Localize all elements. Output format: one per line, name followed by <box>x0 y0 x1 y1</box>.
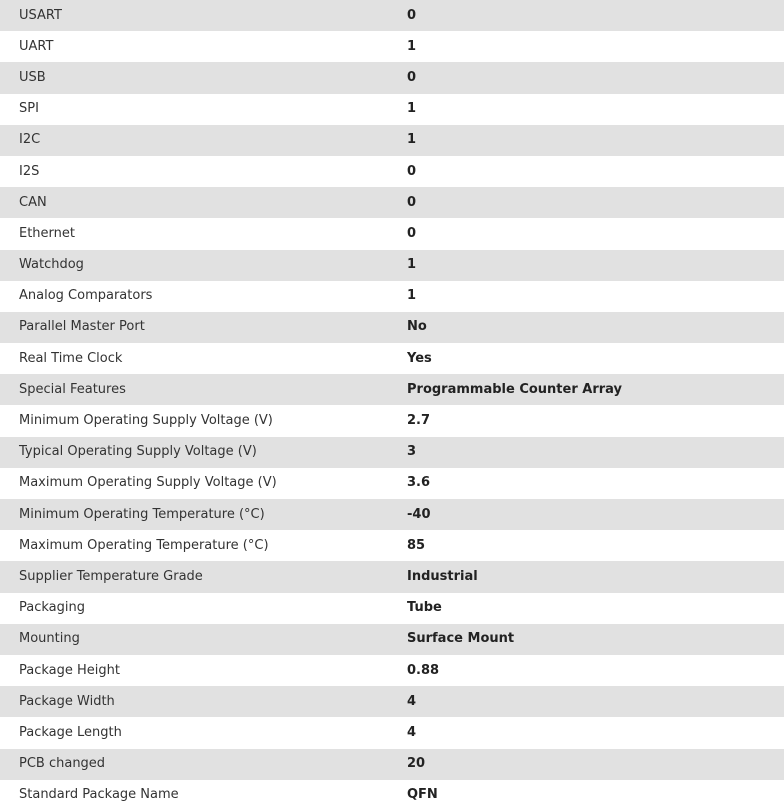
spec-label: Mounting <box>19 631 80 647</box>
spec-label: I2C <box>19 132 41 148</box>
spec-value: Yes <box>407 350 432 366</box>
spec-value: 0 <box>407 225 417 241</box>
spec-value: 1 <box>407 101 417 117</box>
spec-label: Standard Package Name <box>19 787 179 803</box>
spec-value: 0 <box>407 69 417 85</box>
spec-value: 3 <box>407 444 417 460</box>
spec-label: PCB changed <box>19 756 106 772</box>
spec-row <box>0 593 784 624</box>
spec-value: 20 <box>407 756 426 772</box>
spec-value: Tube <box>407 600 442 616</box>
spec-label: Real Time Clock <box>19 350 123 366</box>
spec-label: Supplier Temperature Grade <box>19 568 203 584</box>
spec-value: 0 <box>407 7 417 23</box>
spec-value: 0 <box>407 163 417 179</box>
spec-row <box>0 125 784 156</box>
spec-label: Maximum Operating Temperature (°C) <box>19 537 269 553</box>
spec-label: Special Features <box>19 381 126 397</box>
spec-row <box>0 187 784 218</box>
spec-label: Maximum Operating Supply Voltage (V) <box>19 475 277 491</box>
spec-value: QFN <box>407 787 438 803</box>
spec-row <box>0 31 784 62</box>
spec-value: Surface Mount <box>407 631 515 647</box>
spec-row <box>0 437 784 468</box>
spec-value: 4 <box>407 693 417 709</box>
spec-label: Parallel Master Port <box>19 319 145 335</box>
spec-value: 1 <box>407 288 417 304</box>
spec-row <box>0 405 784 436</box>
spec-value: No <box>407 319 427 335</box>
spec-label: I2S <box>19 163 40 179</box>
spec-label: Watchdog <box>19 257 84 273</box>
spec-label: Package Length <box>19 724 122 740</box>
spec-row <box>0 655 784 686</box>
spec-value: 4 <box>407 724 417 740</box>
spec-value: 85 <box>407 537 426 553</box>
spec-row <box>0 780 784 811</box>
spec-label: Package Width <box>19 693 115 709</box>
spec-value: Programmable Counter Array <box>407 381 623 397</box>
spec-label: UART <box>19 38 54 54</box>
spec-row <box>0 749 784 780</box>
spec-row <box>0 218 784 249</box>
spec-value: 2.7 <box>407 413 431 429</box>
spec-value: 0.88 <box>407 662 440 678</box>
spec-value: 1 <box>407 257 417 273</box>
spec-value: 1 <box>407 38 417 54</box>
spec-label: Ethernet <box>19 225 75 241</box>
spec-row <box>0 281 784 312</box>
spec-label: Analog Comparators <box>19 288 153 304</box>
spec-value: 1 <box>407 132 417 148</box>
spec-row <box>0 374 784 405</box>
spec-row <box>0 312 784 343</box>
spec-row <box>0 624 784 655</box>
spec-label: Package Height <box>19 662 120 678</box>
spec-row <box>0 468 784 499</box>
spec-label: Minimum Operating Temperature (°C) <box>19 506 265 522</box>
spec-label: USB <box>19 69 46 85</box>
spec-label: USART <box>19 7 62 23</box>
spec-row <box>0 343 784 374</box>
spec-row <box>0 0 784 31</box>
spec-row <box>0 717 784 748</box>
spec-value: 3.6 <box>407 475 431 491</box>
spec-label: Packaging <box>19 600 85 616</box>
spec-label: Minimum Operating Supply Voltage (V) <box>19 413 273 429</box>
spec-value: -40 <box>407 506 431 522</box>
spec-value: 0 <box>407 194 417 210</box>
spec-row <box>0 156 784 187</box>
spec-row <box>0 561 784 592</box>
spec-label: SPI <box>19 101 39 117</box>
spec-row <box>0 250 784 281</box>
spec-label: CAN <box>19 194 47 210</box>
spec-row <box>0 530 784 561</box>
spec-label: Typical Operating Supply Voltage (V) <box>19 444 257 460</box>
spec-row <box>0 499 784 530</box>
spec-row <box>0 62 784 93</box>
spec-row <box>0 94 784 125</box>
spec-row <box>0 686 784 717</box>
spec-value: Industrial <box>407 568 478 584</box>
